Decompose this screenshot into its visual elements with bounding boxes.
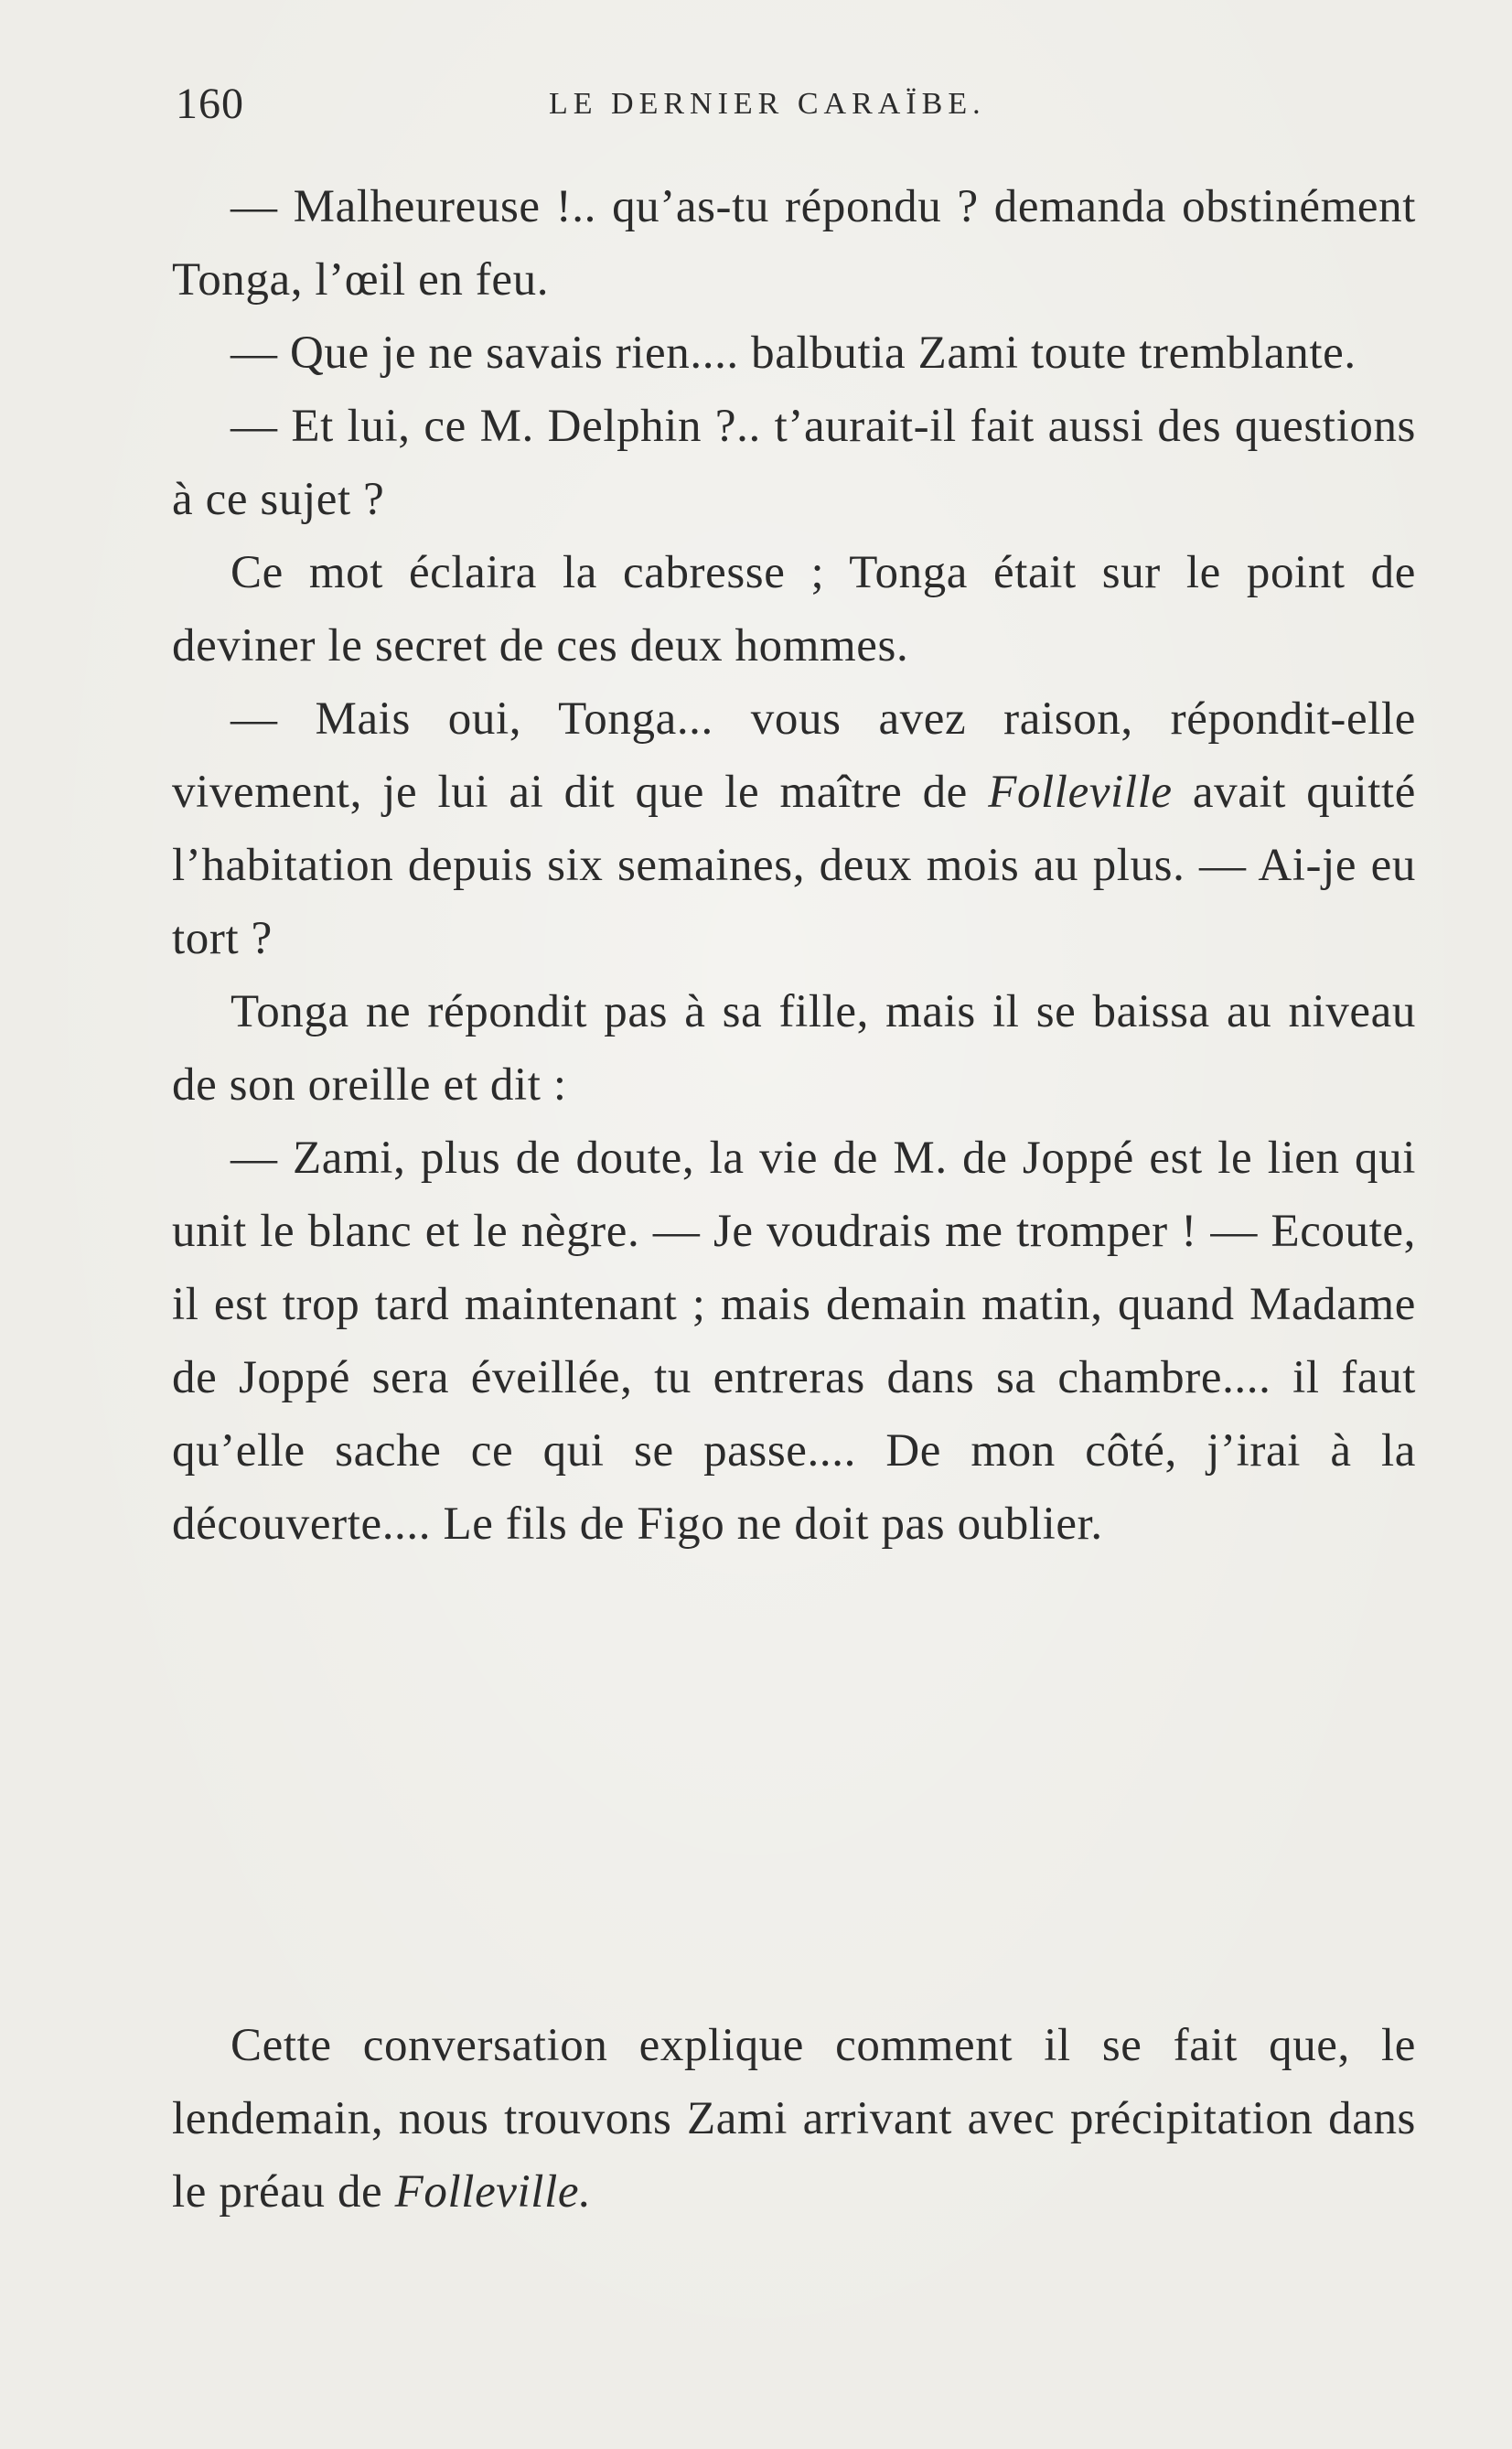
paragraph-5: [172, 682, 1416, 975]
paragraph-7: — Zami, plus de doute, la vie de M. de Joppé est le lien qui unit le blanc et le nègre. — Je voudrais me tromper ! — Ecoute, il est trop tard maintenant ; mais demain matin, quand Madame de Joppé sera éveillée, tu entreras dans sa chambre.... il faut qu’elle sache ce qui se passe.... De mon côté, j’irai à la découverte.... Le fils de Figo ne doit pas oublier.: [172, 1133, 1416, 1550]
paragraph-6: Tonga ne répondit pas à sa fille, mais il se baissa au niveau de son oreille et dit :: [172, 986, 1416, 1111]
page-number: 160: [176, 80, 244, 128]
place-name-folleville: Folleville: [988, 767, 1173, 818]
paragraph-4: Ce mot éclaira la cabresse ; Tonga était sur le point de deviner le secret de ces deux hommes.: [172, 547, 1416, 671]
closing-part-a: Cette conversation explique comment il se fait que, le lendemain, nous trouvons Zami arrivant avec précipitation dans le préau de: [172, 2020, 1416, 2218]
paragraph-2: — Que je ne savais rien.... balbutia Zami toute tremblante.: [231, 328, 1357, 379]
paragraph-5-part-a: — Mais oui, Tonga... vous avez raison, répondit-elle vivement, je lui ai dit que le maître de: [172, 693, 1416, 818]
paragraph-3: — Et lui, ce M. Delphin ?.. t’aurait-il fait aussi des questions à ce sujet ?: [172, 401, 1416, 525]
main-text: [172, 170, 1416, 1561]
closing-text: [172, 2009, 1416, 2229]
closing-place-name: Folleville.: [394, 2166, 592, 2218]
paragraph-1: — Malheureuse !.. qu’as-tu répondu ? demanda obstinément Tonga, l’œil en feu.: [172, 181, 1416, 306]
page-header: [176, 77, 1424, 132]
running-title: LE DERNIER CARAÏBE.: [549, 87, 986, 121]
paragraph-5-part-b: avait quitté l’habitation depuis six semaines, deux mois au plus. — Ai-je eu tort ?: [172, 767, 1416, 964]
closing-paragraph: [172, 2009, 1416, 2229]
